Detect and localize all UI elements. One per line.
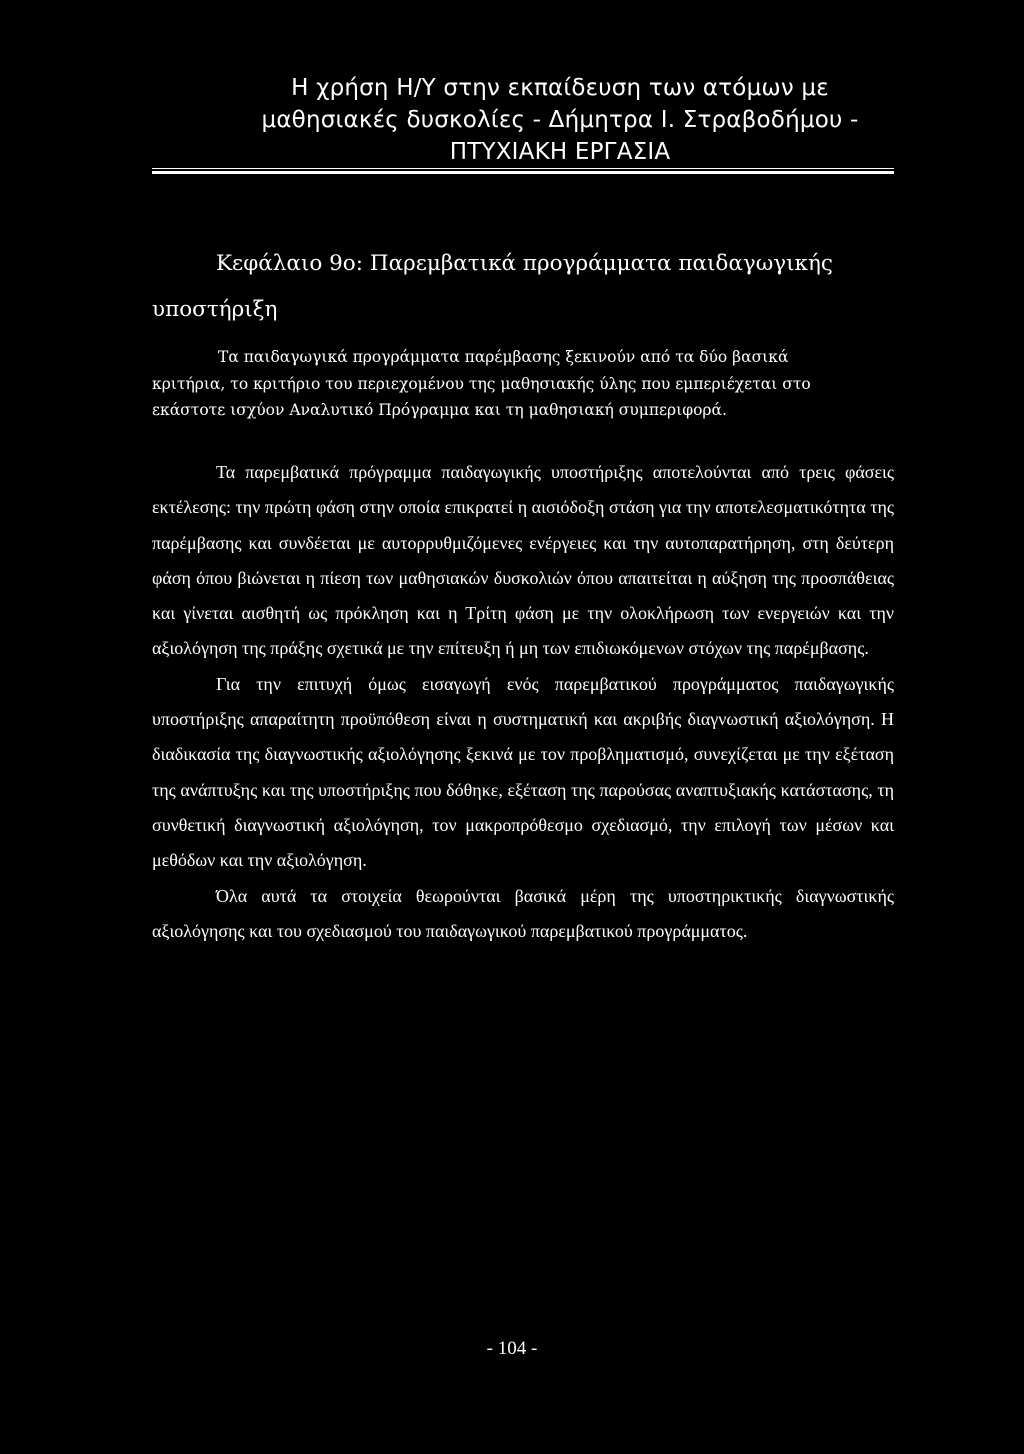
body-text bbox=[152, 455, 894, 949]
body-paragraph: Για την επιτυχή όμως εισαγωγή ενός παρεμβατικού προγράμματος παιδαγωγικής υποστήριξης απαραίτητη προϋπόθεση είναι η συστηματική και ακριβής διαγνωστική αξιολόγηση. Η διαδικασία της διαγνωστικής αξιολόγησης ξεκινά με τον προβληματισμό, συνεχίζεται με την εξέταση της ανάπτυξης και της υποστήριξης που δόθηκε, εξέταση της παρούσας αναπτυξιακής κατάστασης, τη συνθετική διαγνωστική αξιολόγηση, τον μακροπρόθεσμο σχεδιασμό, την επιλογή των μέσων και μεθόδων και την αξιολόγηση. bbox=[152, 673, 894, 871]
intro-paragraph bbox=[152, 344, 894, 424]
header-divider bbox=[152, 168, 894, 174]
header-line-1: Η χρήση Η/Υ στην εκπαίδευση των ατόμων με bbox=[291, 75, 829, 101]
header-divider-thick bbox=[152, 171, 894, 174]
chapter-title bbox=[152, 241, 894, 333]
chapter-title-line-1: Κεφάλαιο 9ο: Παρεμβατικά προγράμματα παιδαγωγικής bbox=[216, 251, 833, 276]
intro-line: Τα παιδαγωγικά προγράμματα παρέμβασης ξεκινούν από τα δύο βασικά bbox=[218, 348, 789, 366]
body-paragraph: Όλα αυτά τα στοιχεία θεωρούνται βασικά μέρη της υποστηρικτικής διαγνωστικής αξιολόγησης και του σχεδιασμού του παιδαγωγικού παρεμβατικού προγράμματος. bbox=[152, 885, 894, 941]
chapter-title-line-2: υποστήριξη bbox=[152, 297, 278, 322]
running-header bbox=[230, 72, 890, 168]
page-number: - 104 - bbox=[486, 1338, 538, 1359]
intro-line: εκάστοτε ισχύον Αναλυτικό Πρόγραμμα και τη μαθησιακή συμπεριφορά. bbox=[152, 401, 727, 419]
header-line-2: μαθησιακές δυσκολίες - Δήμητρα Ι. Στραβοδήμου - bbox=[261, 107, 859, 133]
intro-line: κριτήρια, το κριτήριο του περιεχομένου της μαθησιακής ύλης που εμπεριέχεται στο bbox=[152, 374, 811, 393]
header-line-3: ΠΤΥΧΙΑΚΗ ΕΡΓΑΣΙΑ bbox=[449, 139, 671, 165]
header-divider-thin bbox=[152, 168, 894, 169]
body-paragraph: Τα παρεμβατικά πρόγραμμα παιδαγωγικής υποστήριξης αποτελούνται από τρεις φάσεις εκτέλεσης: την πρώτη φάση στην οποία επικρατεί η αισιόδοξη στάση για την αποτελεσματικότητα της παρέμβασης και συνδέεται με αυτορρυθμιζόμενες ενέργειες και την αυτοπαρατήρηση, στη δεύτερη φάση όπου βιώνεται η πίεση των μαθησιακών δυσκολιών όπου απαιτείται η αύξηση της προσπάθειας και γίνεται αισθητή ως πρόκληση και η Τρίτη φάση με την ολοκλήρωση των ενεργειών και την αξιολόγηση της πράξης σχετικά με την επίτευξη ή μη των επιδιωκόμενων στόχων της παρέμβασης. bbox=[152, 462, 894, 659]
